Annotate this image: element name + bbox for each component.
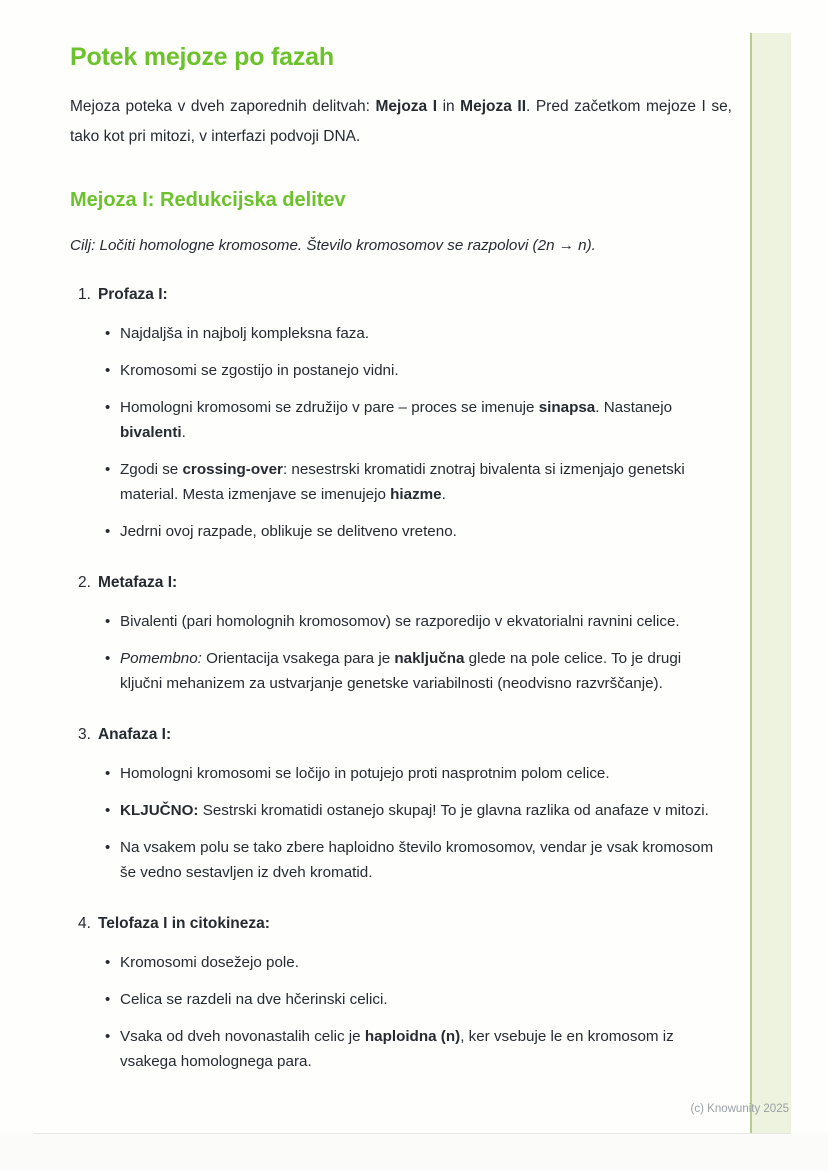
bullet-dot-icon: • [105, 650, 111, 667]
background-below-page [0, 1134, 828, 1171]
copyright-credit: (c) Knowunity 2025 [690, 1103, 789, 1115]
bullet-text: Najdaljša in najbolj kompleksna faza. [120, 325, 370, 342]
bullet-item [70, 457, 732, 507]
bullet-text: KLJUČNO: Sestrski kromatidi ostanejo skupaj! To je glavna razlika od anafaze v mitozi. [120, 802, 709, 819]
bullet-dot-icon: • [105, 613, 111, 630]
bullet-dot-icon: • [105, 523, 111, 540]
phase-item [70, 284, 732, 544]
phase-item [70, 572, 732, 696]
bullet-item [70, 646, 732, 696]
phase-label: Profaza I: [97, 286, 168, 303]
bullet-text: Pomembno: Orientacija vsakega para je naključna glede na pole celice. To je drugi ključni mehanizem za ustvarjanje genetske variabilnosti (neodvisno razvrščanje). [120, 650, 682, 692]
phase-label: Anafaza I: [97, 726, 172, 743]
bullet-dot-icon: • [105, 839, 111, 856]
phase-label: Metafaza I: [97, 574, 178, 591]
phase-item [70, 913, 732, 1074]
bullet-dot-icon: • [105, 954, 111, 971]
bullet-dot-icon: • [105, 1028, 111, 1045]
bullet-item [70, 609, 732, 634]
phase-number: 4. [78, 915, 91, 932]
bullet-item [70, 395, 732, 445]
bullet-text: Celica se razdeli na dve hčerinski celici. [120, 991, 388, 1008]
bullet-item [70, 761, 732, 786]
page-title: Potek mejoze po fazah [70, 43, 334, 71]
bullet-text: Homologni kromosomi se združijo v pare – proces se imenuje sinapsa. Nastanejo bivalenti. [120, 399, 673, 441]
phase-bullet-list [70, 950, 732, 1074]
intro-paragraph: Mejoza poteka v dveh zaporednih delitvah: Mejoza I in Mejoza II. Pred začetkom mejoze I se, tako kot pri mitozi, v interfazi podvoji DNA. [70, 98, 732, 145]
bullet-text: Jedrni ovoj razpade, oblikuje se delitveno vreteno. [120, 523, 457, 540]
phase-heading [78, 724, 732, 746]
bullet-item [70, 519, 732, 544]
phase-number: 2. [78, 574, 91, 591]
phase-item [70, 724, 732, 885]
bullet-text: Homologni kromosomi se ločijo in potujejo proti nasprotnim polom celice. [120, 765, 610, 782]
bullet-item [70, 1024, 732, 1074]
phase-heading [78, 913, 732, 935]
bullet-dot-icon: • [105, 325, 111, 342]
phase-heading [78, 284, 732, 306]
bullet-item [70, 321, 732, 346]
bullet-item [70, 358, 732, 383]
bullet-item [70, 798, 732, 823]
bullet-dot-icon: • [105, 991, 111, 1008]
bullet-text: Na vsakem polu se tako zbere haploidno število kromosomov, vendar je vsak kromosom še vedno sestavljen iz dveh kromatid. [120, 839, 714, 881]
bullet-text: Kromosomi se zgostijo in postanejo vidni. [120, 362, 399, 379]
phase-label: Telofaza I in citokineza: [97, 915, 270, 932]
phases-list [70, 284, 732, 1074]
bullet-dot-icon: • [105, 765, 111, 782]
bullet-text: Zgodi se crossing-over: nesestrski kromatidi znotraj bivalenta si izmenjajo genetski material. Mesta izmenjave se imenujejo hiazme. [120, 461, 685, 503]
phase-number: 1. [78, 286, 91, 303]
bullet-dot-icon: • [105, 802, 111, 819]
bullet-item [70, 835, 732, 885]
phase-heading [78, 572, 732, 594]
phase-number: 3. [78, 726, 91, 743]
bullet-dot-icon: • [105, 362, 111, 379]
phase-bullet-list [70, 761, 732, 885]
page-content [70, 0, 732, 1102]
bullet-text: Kromosomi dosežejo pole. [120, 954, 299, 971]
bullet-text: Bivalenti (pari homolognih kromosomov) se razporedijo v ekvatorialni ravnini celice. [120, 613, 680, 630]
bullet-item [70, 950, 732, 975]
page-accent-bar [750, 33, 791, 1133]
phase-bullet-list [70, 609, 732, 696]
bullet-item [70, 987, 732, 1012]
bullet-dot-icon: • [105, 399, 111, 416]
goal-line: Cilj: Ločiti homologne kromosome. Število kromosomov se razpolovi (2n → n). [70, 237, 596, 254]
section-title-mejoza-1: Mejoza I: Redukcijska delitev [70, 189, 346, 211]
bullet-text: Vsaka od dveh novonastalih celic je haploidna (n), ker vsebuje le en kromosom iz vsakega homolognega para. [120, 1028, 674, 1070]
phase-bullet-list [70, 321, 732, 544]
bullet-dot-icon: • [105, 461, 111, 478]
